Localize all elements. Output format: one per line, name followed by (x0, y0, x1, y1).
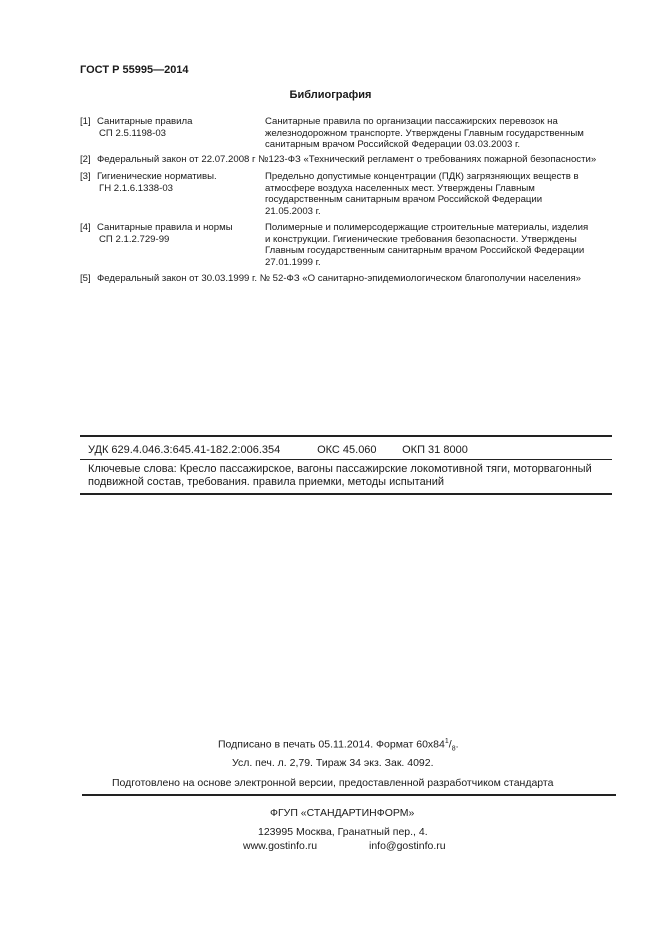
bibliography-entry-5 (0, 273, 661, 285)
section-title: Библиография (289, 89, 372, 101)
entry-full-text: Федеральный закон от 30.03.1999 г. № 52-ФЗ «О санитарно-эпидемиологическом благополучии населения» (97, 273, 581, 284)
bibliography-entry-3 (0, 171, 661, 219)
keywords: Ключевые слова: Кресло пассажирское, вагоны пассажирские локомотивной тяги, моторвагонный подвижной состав, требования. правила приемки, методы испытаний (88, 463, 592, 488)
divider-middle (80, 459, 612, 460)
divider-bottom (80, 493, 612, 495)
okp-code: ОКП 31 8000 (402, 444, 468, 456)
oks-code: ОКС 45.060 (317, 444, 377, 456)
entry-description: Предельно допустимые концентрации (ПДК) загрязняющих веществ в атмосфере воздуха населенных мест. Утверждены Главным государственным санитарным врачом Российской Федерации 21.05.2003 г. (265, 171, 579, 217)
publisher-name: ФГУП «СТАНДАРТИНФОРМ» (270, 807, 415, 819)
entry-source: Санитарные правила и нормы СП 2.1.2.729-99 (97, 222, 233, 245)
entry-description: Полимерные и полимерсодержащие строительные материалы, изделия и конструкции. Гигиенические требования безопасности. Утверждены Главным государственным санитарным врачом Российской Федерации 27.01.1999 г. (265, 222, 589, 268)
entry-number: [1] (80, 116, 91, 127)
document-code: ГОСТ Р 55995—2014 (80, 64, 189, 76)
bibliography-entry-4 (0, 222, 661, 270)
udk-code: УДК 629.4.046.3:645.41-182.2:006.354 (88, 444, 281, 456)
print-info: Усл. печ. л. 2,79. Тираж 34 экз. Зак. 4092. (232, 757, 434, 769)
classification-line (88, 444, 468, 456)
entry-source: Гигиенические нормативы. ГН 2.1.6.1338-03 (97, 171, 217, 194)
entry-description: Санитарные правила по организации пассажирских перевозок на железнодорожном транспорте. Утверждены Главным государственным санитарным врачом Российской Федерации 03.03.2003 г. (265, 116, 584, 151)
publisher-address: 123995 Москва, Гранатный пер., 4. (258, 826, 428, 838)
website-link[interactable]: www.gostinfo.ru (243, 840, 318, 852)
divider-top (80, 435, 612, 437)
entry-source: Санитарные правила СП 2.5.1198-03 (97, 116, 193, 139)
bibliography-entry-1 (0, 116, 661, 152)
entry-number: [2] (80, 154, 91, 165)
bibliography-entry-2 (0, 154, 661, 166)
entry-number: [3] (80, 171, 91, 182)
signed-to-print: Подписано в печать 05.11.2014. Формат $60х84^1/_8$. (218, 738, 459, 753)
entry-number: [4] (80, 222, 91, 233)
entry-full-text: Федеральный закон от 22.07.2008 г №123-ФЗ «Технический регламент о требованиях пожарной безопасности» (97, 154, 597, 165)
imprint-divider (82, 794, 616, 796)
entry-number: [5] (80, 273, 91, 284)
prepared-note: Подготовлено на основе электронной версии, предоставленной разработчиком стандарта (112, 777, 554, 789)
email-link[interactable]: info@gostinfo.ru (369, 840, 446, 852)
